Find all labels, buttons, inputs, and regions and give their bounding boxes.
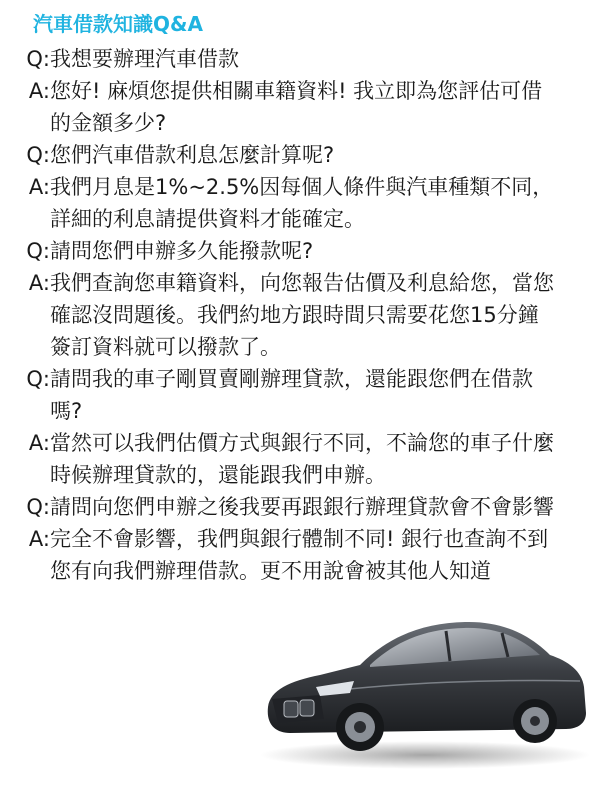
- qa-list: [0, 43, 601, 587]
- qa-tag: A:: [28, 79, 50, 103]
- qa-tag: A:: [28, 431, 50, 455]
- qa-question: [0, 235, 601, 267]
- qa-tag: Q:: [26, 143, 50, 167]
- qa-question: [0, 363, 601, 427]
- qa-tag: Q:: [26, 239, 50, 263]
- qa-answer: [0, 267, 601, 363]
- qa-tag: A:: [28, 271, 50, 295]
- qa-answer: [0, 523, 601, 587]
- qa-answer: [0, 75, 601, 139]
- qa-text: 當然可以我們估價方式與銀行不同，不論您的車子什麼時候辦理貸款的，還能跟我們申辦。: [50, 431, 554, 487]
- qa-text: 您們汽車借款利息怎麼計算呢?: [50, 143, 335, 167]
- qa-text: 我想要辦理汽車借款: [50, 47, 239, 71]
- qa-text: 請問向您們申辦之後我要再跟銀行辦理貸款會不會影響: [50, 495, 554, 519]
- qa-text: 請問您們申辦多久能撥款呢?: [50, 239, 314, 263]
- qa-question: [0, 491, 601, 523]
- car-photo-icon: [250, 595, 590, 770]
- qa-text: 您好! 麻煩您提供相關車籍資料! 我立即為您評估可借的金額多少?: [50, 79, 543, 135]
- qa-question: [0, 139, 601, 171]
- qa-tag: Q:: [26, 47, 50, 71]
- qa-answer: [0, 171, 601, 235]
- qa-question: [0, 43, 601, 75]
- qa-answer: [0, 427, 601, 491]
- qa-tag: A:: [28, 175, 50, 199]
- qa-tag: Q:: [26, 367, 50, 391]
- qa-text: 我們月息是1%~2.5%因每個人條件與汽車種類不同，詳細的利息請提供資料才能確定。: [50, 175, 554, 231]
- qa-tag: Q:: [26, 495, 50, 519]
- qa-text: 我們查詢您車籍資料，向您報告估價及利息給您，當您確認沒問題後。我們約地方跟時間只需要花您15分鐘簽訂資料就可以撥款了。: [50, 271, 554, 359]
- qa-text: 完全不會影響，我們與銀行體制不同! 銀行也查詢不到您有向我們辦理借款。更不用說會被其他人知道: [50, 527, 549, 583]
- page-title: 汽車借款知識Q&A: [33, 12, 203, 36]
- qa-tag: A:: [28, 527, 50, 551]
- qa-text: 請問我的車子剛買賣剛辦理貸款，還能跟您們在借款嗎?: [50, 367, 533, 423]
